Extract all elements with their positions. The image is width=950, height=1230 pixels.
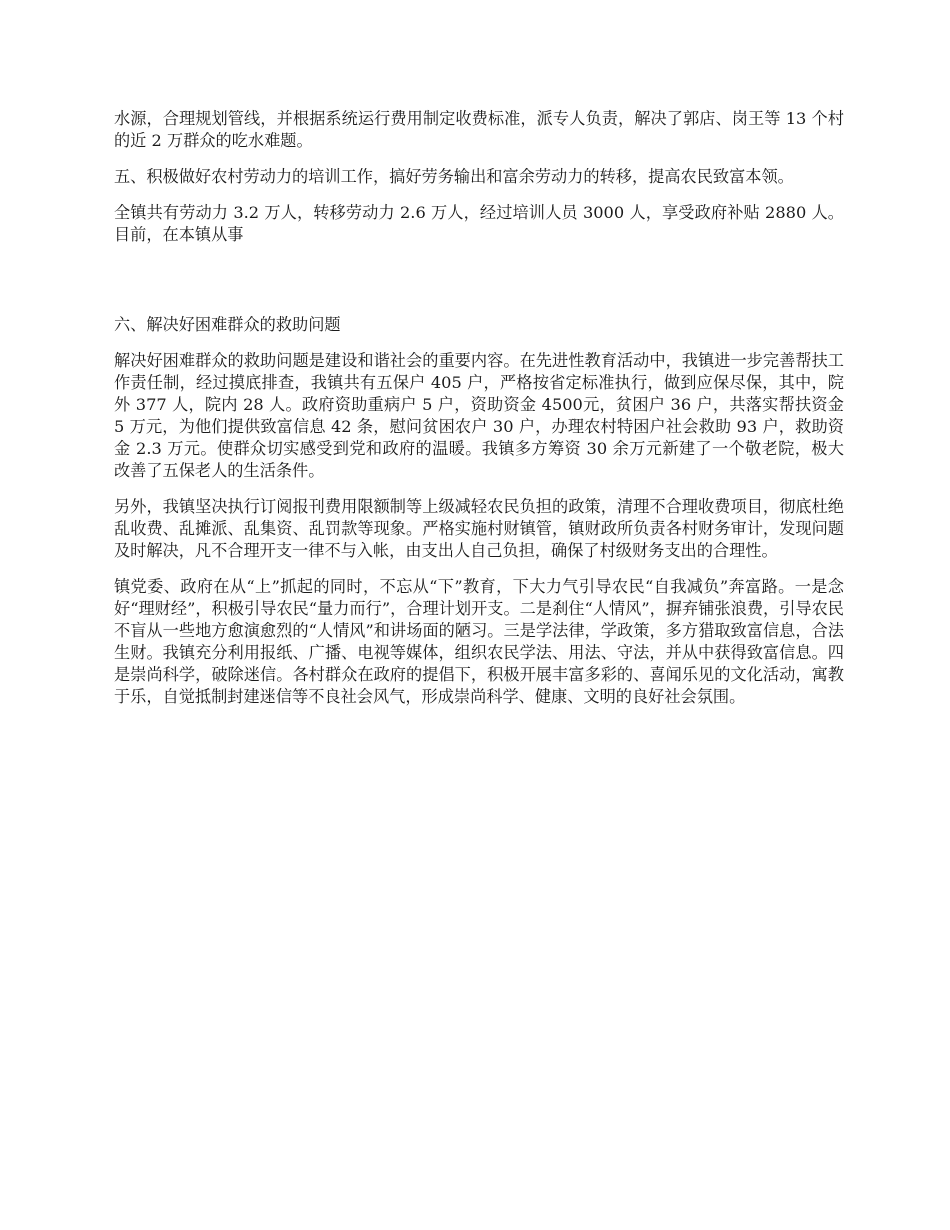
paragraph-burden-reduction: 另外，我镇坚决执行订阅报刊费用限额制等上级减轻农民负担的政策，清理不合理收费项目，彻底杜绝乱收费、乱摊派、乱集资、乱罚款等现象。严格实施村财镇管，镇财政所负责各村财务审计，发现问题及时解决，凡不合理开支一律不与入帐，由支出人自己负担，确保了村级财务支出的合理性。 — [114, 497, 844, 560]
document-page — [114, 108, 844, 722]
paragraph-relief-details: 解决好困难群众的救助问题是建设和谐社会的重要内容。在先进性教育活动中，我镇进一步完善帮扶工作责任制，经过摸底排查，我镇共有五保户 405 户，严格按省定标准执行，做到应保尽保，其中，院外 377 人，院内 28 人。政府资助重病户 5 户，资助资金 4500元，贫困户 36 户，共落实帮扶资金 5 万元，为他们提供致富信息 42 条，慰问贫困农户 30 户，办理农村特困户社会救助 93 户，救助资金 2.3 万元。使群众切实感受到党和政府的温暖。我镇多方筹资 30 余万元新建了一个敬老院，极大改善了五保老人的生活条件。 — [114, 351, 844, 480]
paragraph-education: 镇党委、政府在从“上”抓起的同时，不忘从“下”教育，下大力气引导农民“自我减负”奔富路。一是念好“理财经”，积极引导农民“量力而行”，合理计划开支。二是刹住“人情风”，摒弃铺张浪费，引导农民不盲从一些地方愈演愈烈的“人情风”和讲场面的陋习。三是学法律，学政策，多方猎取致富信息，合法生财。我镇充分利用报纸、广播、电视等媒体，组织农民学法、用法、守法，并从中获得致富信息。四是崇尚科学，破除迷信。各村群众在政府的提倡下，积极开展丰富多彩的、喜闻乐见的文化活动，寓教于乐，自觉抵制封建迷信等不良社会风气，形成崇尚科学、健康、文明的良好社会氛围。 — [114, 577, 844, 706]
blank-gap — [114, 260, 844, 314]
paragraph-water-supply: 水源，合理规划管线，并根据系统运行费用制定收费标准，派专人负责，解决了郭店、岗王等 13 个村的近 2 万群众的吃水难题。 — [114, 109, 844, 150]
section-heading-relief: 六、解决好困难群众的救助问题 — [114, 315, 341, 334]
section-heading-labor-training: 五、积极做好农村劳动力的培训工作，搞好劳务输出和富余劳动力的转移，提高农民致富本领。 — [114, 167, 794, 186]
paragraph-labor-stats: 全镇共有劳动力 3.2 万人，转移劳动力 2.6 万人，经过培训人员 3000 人，享受政府补贴 2880 人。目前，在本镇从事 — [114, 203, 844, 244]
